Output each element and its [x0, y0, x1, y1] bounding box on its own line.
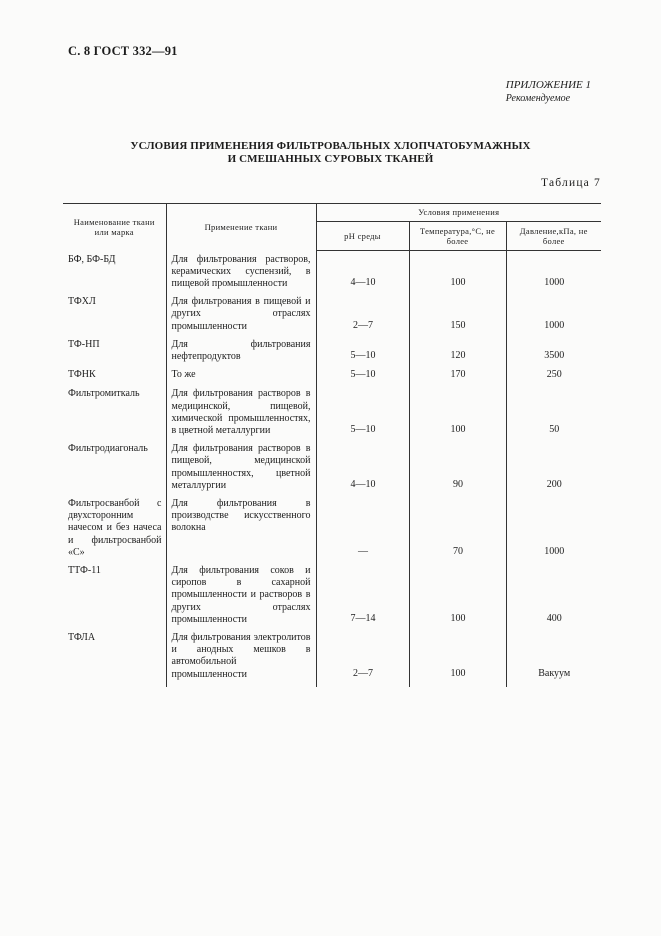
temperature-value: 100 [409, 632, 506, 687]
fabric-application: То же [166, 369, 316, 388]
pressure-value: 3500 [544, 349, 565, 361]
temperature-value: 150 [409, 296, 506, 339]
temperature-value: 170 [409, 369, 506, 388]
fabric-application: Для фильтрования растворов в пищевой, медицинской промышленностях, цветной металлургии [166, 443, 316, 498]
fabric-name: Фильтросванбой с двухсторонним начесом и без начеса и фильтросванбой «С» [63, 498, 166, 565]
appendix-block [506, 78, 591, 106]
ph-value: 4—10 [316, 251, 409, 297]
table-body [63, 251, 601, 687]
fabric-application: Для фильтрования растворов в медицинской, пищевой, химической промышленностях, в цветной металлургии [166, 388, 316, 443]
fabric-name: БФ, БФ-БД [63, 251, 166, 297]
header-ph: pH среды [316, 222, 409, 251]
appendix-title: ПРИЛОЖЕНИЕ 1 [505, 79, 591, 91]
pressure-value: 50 [549, 423, 560, 435]
ph-value: 2—7 [316, 632, 409, 687]
table-row [63, 296, 601, 339]
conditions-table [63, 203, 601, 687]
temperature-value: 100 [409, 565, 506, 632]
fabric-name: ТТФ-11 [63, 565, 166, 632]
ph-value: 5—10 [316, 369, 409, 388]
header-name: Наименование ткани или марка [63, 204, 166, 251]
fabric-application: Для фильтрования соков и сиропов в сахарной промышленности и растворов в других отраслях промышленности [166, 565, 316, 632]
table-row [63, 369, 601, 388]
pressure-value: 200 [546, 478, 562, 490]
pressure-value: 250 [546, 369, 562, 381]
fabric-name: ТФ-НП [63, 339, 166, 369]
appendix-subtitle: Рекомендуемое [505, 93, 571, 104]
pressure-value: 1000 [544, 276, 565, 288]
fabric-application: Для фильтрования в производстве искусственного волокна [166, 498, 316, 565]
temperature-value: 120 [409, 339, 506, 369]
ph-value: 7—14 [316, 565, 409, 632]
pressure-value: Вакуум [538, 667, 571, 679]
fabric-application: Для фильтрования растворов, керамических суспензий, в пищевой промышленности [166, 251, 316, 297]
table-header [63, 204, 601, 251]
header-application: Применение ткани [166, 204, 316, 251]
fabric-application: Для фильтрования в пищевой и других отраслях промышленности [166, 296, 316, 339]
header-conditions: Условия применения [316, 204, 601, 222]
fabric-name: ТФХЛ [63, 296, 166, 339]
header-temperature: Температура,°С, не более [409, 222, 506, 251]
table-row [63, 632, 601, 687]
ph-value: — [316, 498, 409, 565]
page-header: С. 8 ГОСТ 332—91 [68, 44, 178, 58]
ph-value: 5—10 [316, 388, 409, 443]
pressure-value: 1000 [544, 319, 565, 331]
table-label: Таблица 7 [541, 177, 601, 189]
temperature-value: 70 [409, 498, 506, 565]
fabric-name: ТФЛА [63, 632, 166, 687]
table-row [63, 443, 601, 498]
ph-value: 4—10 [316, 443, 409, 498]
table-row [63, 251, 601, 297]
table-row [63, 339, 601, 369]
fabric-name: ТФНК [63, 369, 166, 388]
fabric-application: Для фильтрования нефтепродуктов [166, 339, 316, 369]
document-title-line-2: И СМЕШАННЫХ СУРОВЫХ ТКАНЕЙ [227, 153, 434, 165]
header-pressure: Давление,кПа, не более [506, 222, 601, 251]
ph-value: 2—7 [316, 296, 409, 339]
document-title [0, 140, 661, 166]
table-row [63, 565, 601, 632]
pressure-value: 400 [546, 612, 562, 624]
fabric-name: Фильтромиткаль [63, 388, 166, 443]
table-row [63, 498, 601, 565]
fabric-application: Для фильтрования электролитов и анодных мешков в автомобильной промышленности [166, 632, 316, 687]
ph-value: 5—10 [316, 339, 409, 369]
temperature-value: 100 [409, 388, 506, 443]
fabric-name: Фильтродиагональ [63, 443, 166, 498]
pressure-value: 1000 [544, 545, 565, 557]
temperature-value: 100 [409, 251, 506, 297]
temperature-value: 90 [409, 443, 506, 498]
document-title-line-1: УСЛОВИЯ ПРИМЕНЕНИЯ ФИЛЬТРОВАЛЬНЫХ ХЛОПЧАТОБУМАЖНЫХ [130, 140, 531, 152]
table-row [63, 388, 601, 443]
